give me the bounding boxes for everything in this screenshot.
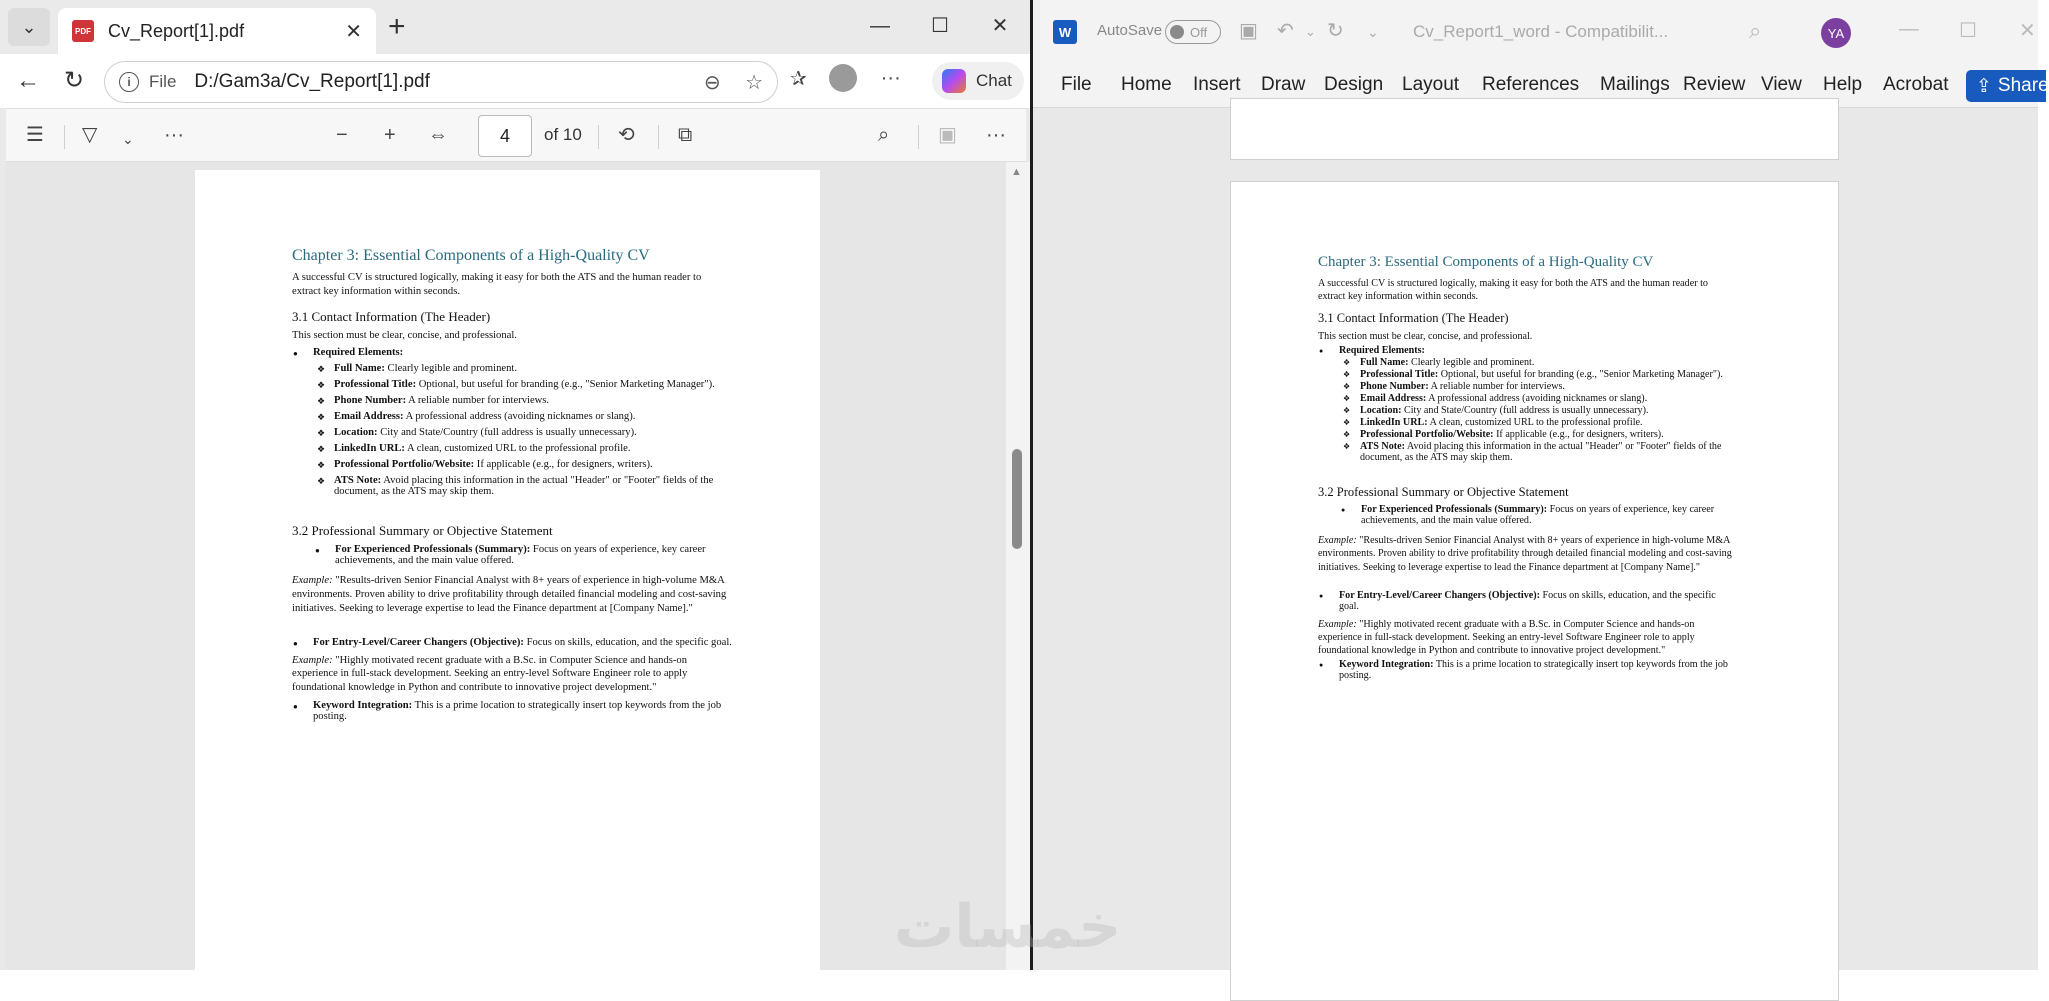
page-view-icon[interactable]: ⧉ — [678, 124, 693, 146]
pdf-file-icon: PDF — [72, 20, 94, 42]
word-window — [1033, 0, 2049, 970]
list-item: ● Keyword Integration: This is a prime location to strategically insert top keywords from the job posting. — [1318, 659, 1734, 681]
search-icon[interactable]: ⌕ — [1749, 18, 1762, 43]
address-bar-row — [0, 54, 1030, 108]
list-item: ❖ Full Name: Clearly legible and prominent. — [313, 363, 732, 374]
minimize-button[interactable]: — — [870, 15, 890, 37]
tab-review[interactable]: Review — [1683, 74, 1746, 95]
fit-width-icon[interactable]: ⇔ — [428, 124, 448, 146]
objective-list — [1318, 590, 1734, 612]
separator — [64, 125, 65, 149]
list-item: ❖ Email Address: A professional address (avoiding nicknames or slang). — [1339, 393, 1734, 404]
tab-layout[interactable]: Layout — [1402, 74, 1460, 95]
tab-bar — [0, 0, 1030, 54]
maximize-button[interactable]: ☐ — [931, 15, 949, 37]
url-text[interactable]: D:/Gam3a/Cv_Report[1].pdf — [194, 71, 430, 92]
tab-file[interactable]: File — [1061, 74, 1092, 95]
list-item: ❖ LinkedIn URL: A clean, customized URL to the professional profile. — [1339, 417, 1734, 428]
edge-window — [0, 0, 1030, 970]
tab-mailings[interactable]: Mailings — [1600, 74, 1670, 95]
pdf-document-content — [292, 247, 732, 722]
chevron-down-icon: ⌄ — [21, 16, 37, 37]
favorites-icon[interactable]: ✰ — [790, 67, 807, 90]
contents-icon[interactable]: ☰ — [26, 124, 44, 146]
list-item: ❖ Professional Portfolio/Website: If applicable (e.g., for designers, writers). — [313, 459, 732, 470]
section-intro: This section must be clear, concise, and professional. — [292, 329, 517, 341]
tab-help[interactable]: Help — [1823, 74, 1863, 95]
list-item: ● For Experienced Professionals (Summary): Focus on years of experience, key career achievements, and the main value offered. — [314, 544, 732, 566]
list-item: ● Required Elements: ❖ Full Name: Clearly legible and prominent. ❖ Professional Title: Optional, but useful for branding (e.g., "Senior Marketing Manager"). ❖ Phone Number: A reliable number for interviews. ❖ Email Address: A professional address (avoiding nicknames or slang). ❖ Location: City and State/Country (full address is usually unnecessary). ❖ LinkedIn URL: A clean, customized URL to the professional profile. ❖ Professional Portfolio/Website: If applicable (e.g., for designers, writers). ❖ ATS Note: Avoid placing this information in the actual "Header" or "Footer" fields of the document, as the ATS may skip them. — [1318, 345, 1734, 463]
chevron-down-icon[interactable]: ⌄ — [122, 131, 134, 147]
tab-title: Cv_Report[1].pdf — [108, 20, 245, 41]
page-total: of 10 — [544, 125, 582, 144]
more-tools-icon[interactable]: ··· — [164, 124, 184, 146]
list-item: ❖ Email Address: A professional address (avoiding nicknames or slang). — [313, 411, 732, 422]
favorite-star-icon[interactable]: ☆ — [745, 71, 763, 94]
zoom-out-icon[interactable]: ⊖ — [703, 71, 721, 94]
autosave-toggle[interactable] — [1165, 20, 1221, 44]
tab-insert[interactable]: Insert — [1193, 74, 1241, 95]
tab-acrobat[interactable]: Acrobat — [1883, 74, 1949, 95]
list-item: ● For Entry-Level/Career Changers (Objective): Focus on skills, education, and the specific goal. — [1318, 590, 1734, 612]
separator — [658, 125, 659, 149]
refresh-button[interactable]: ↻ — [64, 67, 85, 94]
save-icon[interactable]: ▣ — [1239, 20, 1258, 42]
tab-home[interactable]: Home — [1121, 74, 1172, 95]
list-item: ● Required Elements: ❖ Full Name: Clearly legible and prominent. ❖ Professional Title: Optional, but useful for branding (e.g., "Senior Marketing Manager"). ❖ Phone Number: A reliable number for interviews. ❖ Email Address: A professional address (avoiding nicknames or slang). ❖ Location: City and State/Country (full address is usually unnecessary). ❖ LinkedIn URL: A clean, customized URL to the professional profile. ❖ Professional Portfolio/Website: If applicable (e.g., for designers, writers). ❖ ATS Note: Avoid placing this information in the actual "Header" or "Footer" fields of the document, as the ATS may skip them. — [292, 347, 732, 497]
list-item: ❖ Phone Number: A reliable number for interviews. — [313, 395, 732, 406]
info-icon[interactable]: i — [119, 72, 139, 92]
list-item: ● For Experienced Professionals (Summary): Focus on years of experience, key career achievements, and the main value offered. — [1340, 504, 1734, 526]
chapter-title: Chapter 3: Essential Components of a High-Quality CV — [292, 247, 650, 264]
keyword-list — [1318, 659, 1734, 681]
keyword-list — [292, 700, 732, 722]
undo-icon[interactable]: ↶ — [1277, 20, 1294, 42]
required-list — [1318, 345, 1734, 463]
list-item: ● For Entry-Level/Career Changers (Objective): Focus on skills, education, and the specific goal. — [292, 637, 732, 648]
copilot-chat-button[interactable] — [932, 62, 1024, 100]
pdf-viewport — [6, 162, 1006, 970]
word-logo-icon: W — [1053, 20, 1077, 44]
url-scheme: File — [149, 72, 177, 91]
list-item: ❖ LinkedIn URL: A clean, customized URL to the professional profile. — [313, 443, 732, 454]
address-bar[interactable] — [104, 61, 778, 103]
pdf-toolbar — [6, 108, 1026, 162]
word-document-content — [1318, 254, 1734, 681]
chat-label: Chat — [976, 71, 1012, 90]
list-item: ❖ ATS Note: Avoid placing this information in the actual "Header" or "Footer" fields of the document, as the ATS may skip them. — [1339, 441, 1734, 463]
autosave-label: AutoSave — [1097, 22, 1163, 39]
watermark-logo: خمسات — [894, 892, 1122, 962]
list-item: ❖ ATS Note: Avoid placing this information in the actual "Header" or "Footer" fields of the document, as the ATS may skip them. — [313, 475, 732, 497]
example-paragraph: Example: "Highly motivated recent graduate with a B.Sc. in Computer Science and hands-on experience in full-stack development. Seeking an entry-level Software Engineer role to apply foundational knowledge in Python and contribute to innovative project development." — [1318, 618, 1695, 656]
close-window-button[interactable]: ✕ — [2019, 20, 2036, 42]
word-page[interactable] — [1230, 181, 1839, 1001]
customize-toolbar-icon[interactable]: ⌄ — [1367, 24, 1379, 40]
list-item: ❖ Location: City and State/Country (full address is usually unnecessary). — [1339, 405, 1734, 416]
objective-list — [292, 637, 732, 648]
word-title-bar — [1033, 0, 2038, 66]
minimize-button[interactable]: — — [1899, 18, 1919, 40]
chapter-title: Chapter 3: Essential Components of a High-Quality CV — [1318, 254, 1654, 270]
list-item: ❖ Professional Portfolio/Website: If applicable (e.g., for designers, writers). — [1339, 429, 1734, 440]
section-heading: 3.1 Contact Information (The Header) — [292, 308, 491, 324]
tab-view[interactable]: View — [1761, 74, 1802, 95]
tab-references[interactable]: References — [1482, 74, 1580, 95]
section-heading: 3.2 Professional Summary or Objective Statement — [1318, 485, 1569, 500]
window-controls — [850, 8, 1030, 44]
autosave-state: Off — [1190, 24, 1208, 40]
word-document-area — [1033, 108, 2038, 970]
section-heading: 3.2 Professional Summary or Objective Statement — [292, 523, 553, 539]
separator — [918, 125, 919, 149]
toggle-knob — [1170, 25, 1184, 39]
chevron-down-icon[interactable]: ⌄ — [1305, 24, 1316, 39]
more-options-icon[interactable]: ··· — [986, 124, 1006, 146]
tab-design[interactable]: Design — [1324, 74, 1384, 95]
close-tab-icon[interactable]: ✕ — [345, 20, 362, 43]
scroll-up-icon[interactable]: ▲ — [1011, 166, 1022, 178]
search-icon[interactable]: ⌕ — [878, 124, 890, 146]
highlight-icon[interactable]: ▽ — [82, 124, 98, 146]
chapter-intro: A successful CV is structured logically, making it easy for both the ATS and the human reader to extract key information within seconds. — [1318, 278, 1708, 303]
share-label: Share — [1997, 75, 2049, 96]
list-item: ❖ Full Name: Clearly legible and prominent. — [1339, 357, 1734, 368]
scroll-thumb[interactable] — [1012, 449, 1022, 549]
close-window-button[interactable]: ✕ — [991, 15, 1009, 37]
example-paragraph: Example: "Highly motivated recent graduate with a B.Sc. in Computer Science and hands-on experience in full-stack development. Seeking an entry-level Software Engineer role to apply foundational knowledge in Python and contribute to innovative project development." — [292, 654, 688, 694]
section-intro: This section must be clear, concise, and professional. — [1318, 331, 1533, 343]
separator — [598, 125, 599, 149]
copilot-icon — [942, 69, 966, 93]
section-heading: 3.1 Contact Information (The Header) — [1318, 311, 1509, 326]
list-item: ❖ Professional Title: Optional, but useful for branding (e.g., "Senior Marketing Manager"). — [1339, 369, 1734, 380]
summary-list — [1340, 504, 1734, 526]
pdf-page — [195, 170, 820, 990]
zoom-in-button[interactable]: + — [384, 124, 396, 146]
tab-pdf[interactable] — [58, 8, 376, 54]
save-icon[interactable]: ▣ — [938, 124, 957, 146]
share-icon: ⇪ — [1976, 75, 1992, 97]
share-button[interactable] — [1966, 70, 2049, 102]
maximize-button[interactable]: ☐ — [1959, 20, 1977, 42]
required-list — [292, 347, 732, 497]
user-avatar[interactable]: YA — [1821, 18, 1851, 48]
list-item: ❖ Phone Number: A reliable number for interviews. — [1339, 381, 1734, 392]
rotate-icon[interactable]: ⟲ — [618, 124, 635, 146]
redo-icon[interactable]: ↻ — [1327, 20, 1344, 42]
summary-list — [314, 544, 732, 566]
document-title[interactable]: Cv_Report1_word - Compatibilit... — [1413, 22, 1669, 41]
example-paragraph: Example: "Results-driven Senior Financial Analyst with 8+ years of experience in high-volume M&A environments. Proven ability to drive profitability through detailed financial modeling and cost-saving initiatives. Seeking to leverage expertise to lead the Finance department at [Company Name]." — [1318, 535, 1732, 573]
list-item: ❖ Location: City and State/Country (full address is usually unnecessary). — [313, 427, 732, 438]
chapter-intro: A successful CV is structured logically, making it easy for both the ATS and the human reader to extract key information within seconds. — [292, 272, 702, 297]
back-button[interactable]: ← — [16, 67, 40, 94]
example-paragraph: Example: "Results-driven Senior Financial Analyst with 8+ years of experience in high-volume M&A environments. Proven ability to drive profitability through detailed financial modeling and cost-saving initiatives. Seeking to leverage expertise to lead the Finance department at [Company Name]." — [292, 575, 727, 614]
list-item: ● Keyword Integration: This is a prime location to strategically insert top keywords from the job posting. — [292, 700, 732, 722]
list-item: ❖ Professional Title: Optional, but useful for branding (e.g., "Senior Marketing Manager"). — [313, 379, 732, 390]
more-menu-icon[interactable]: ··· — [880, 66, 901, 89]
tab-actions-menu[interactable] — [8, 8, 50, 46]
previous-page — [1230, 98, 1839, 160]
page-number-input[interactable]: 4 — [478, 115, 532, 157]
profile-avatar[interactable] — [829, 64, 857, 92]
tab-draw[interactable]: Draw — [1261, 74, 1306, 95]
zoom-out-button[interactable]: − — [336, 124, 348, 146]
vertical-scrollbar[interactable] — [1006, 162, 1030, 970]
new-tab-button[interactable]: + — [388, 10, 406, 43]
